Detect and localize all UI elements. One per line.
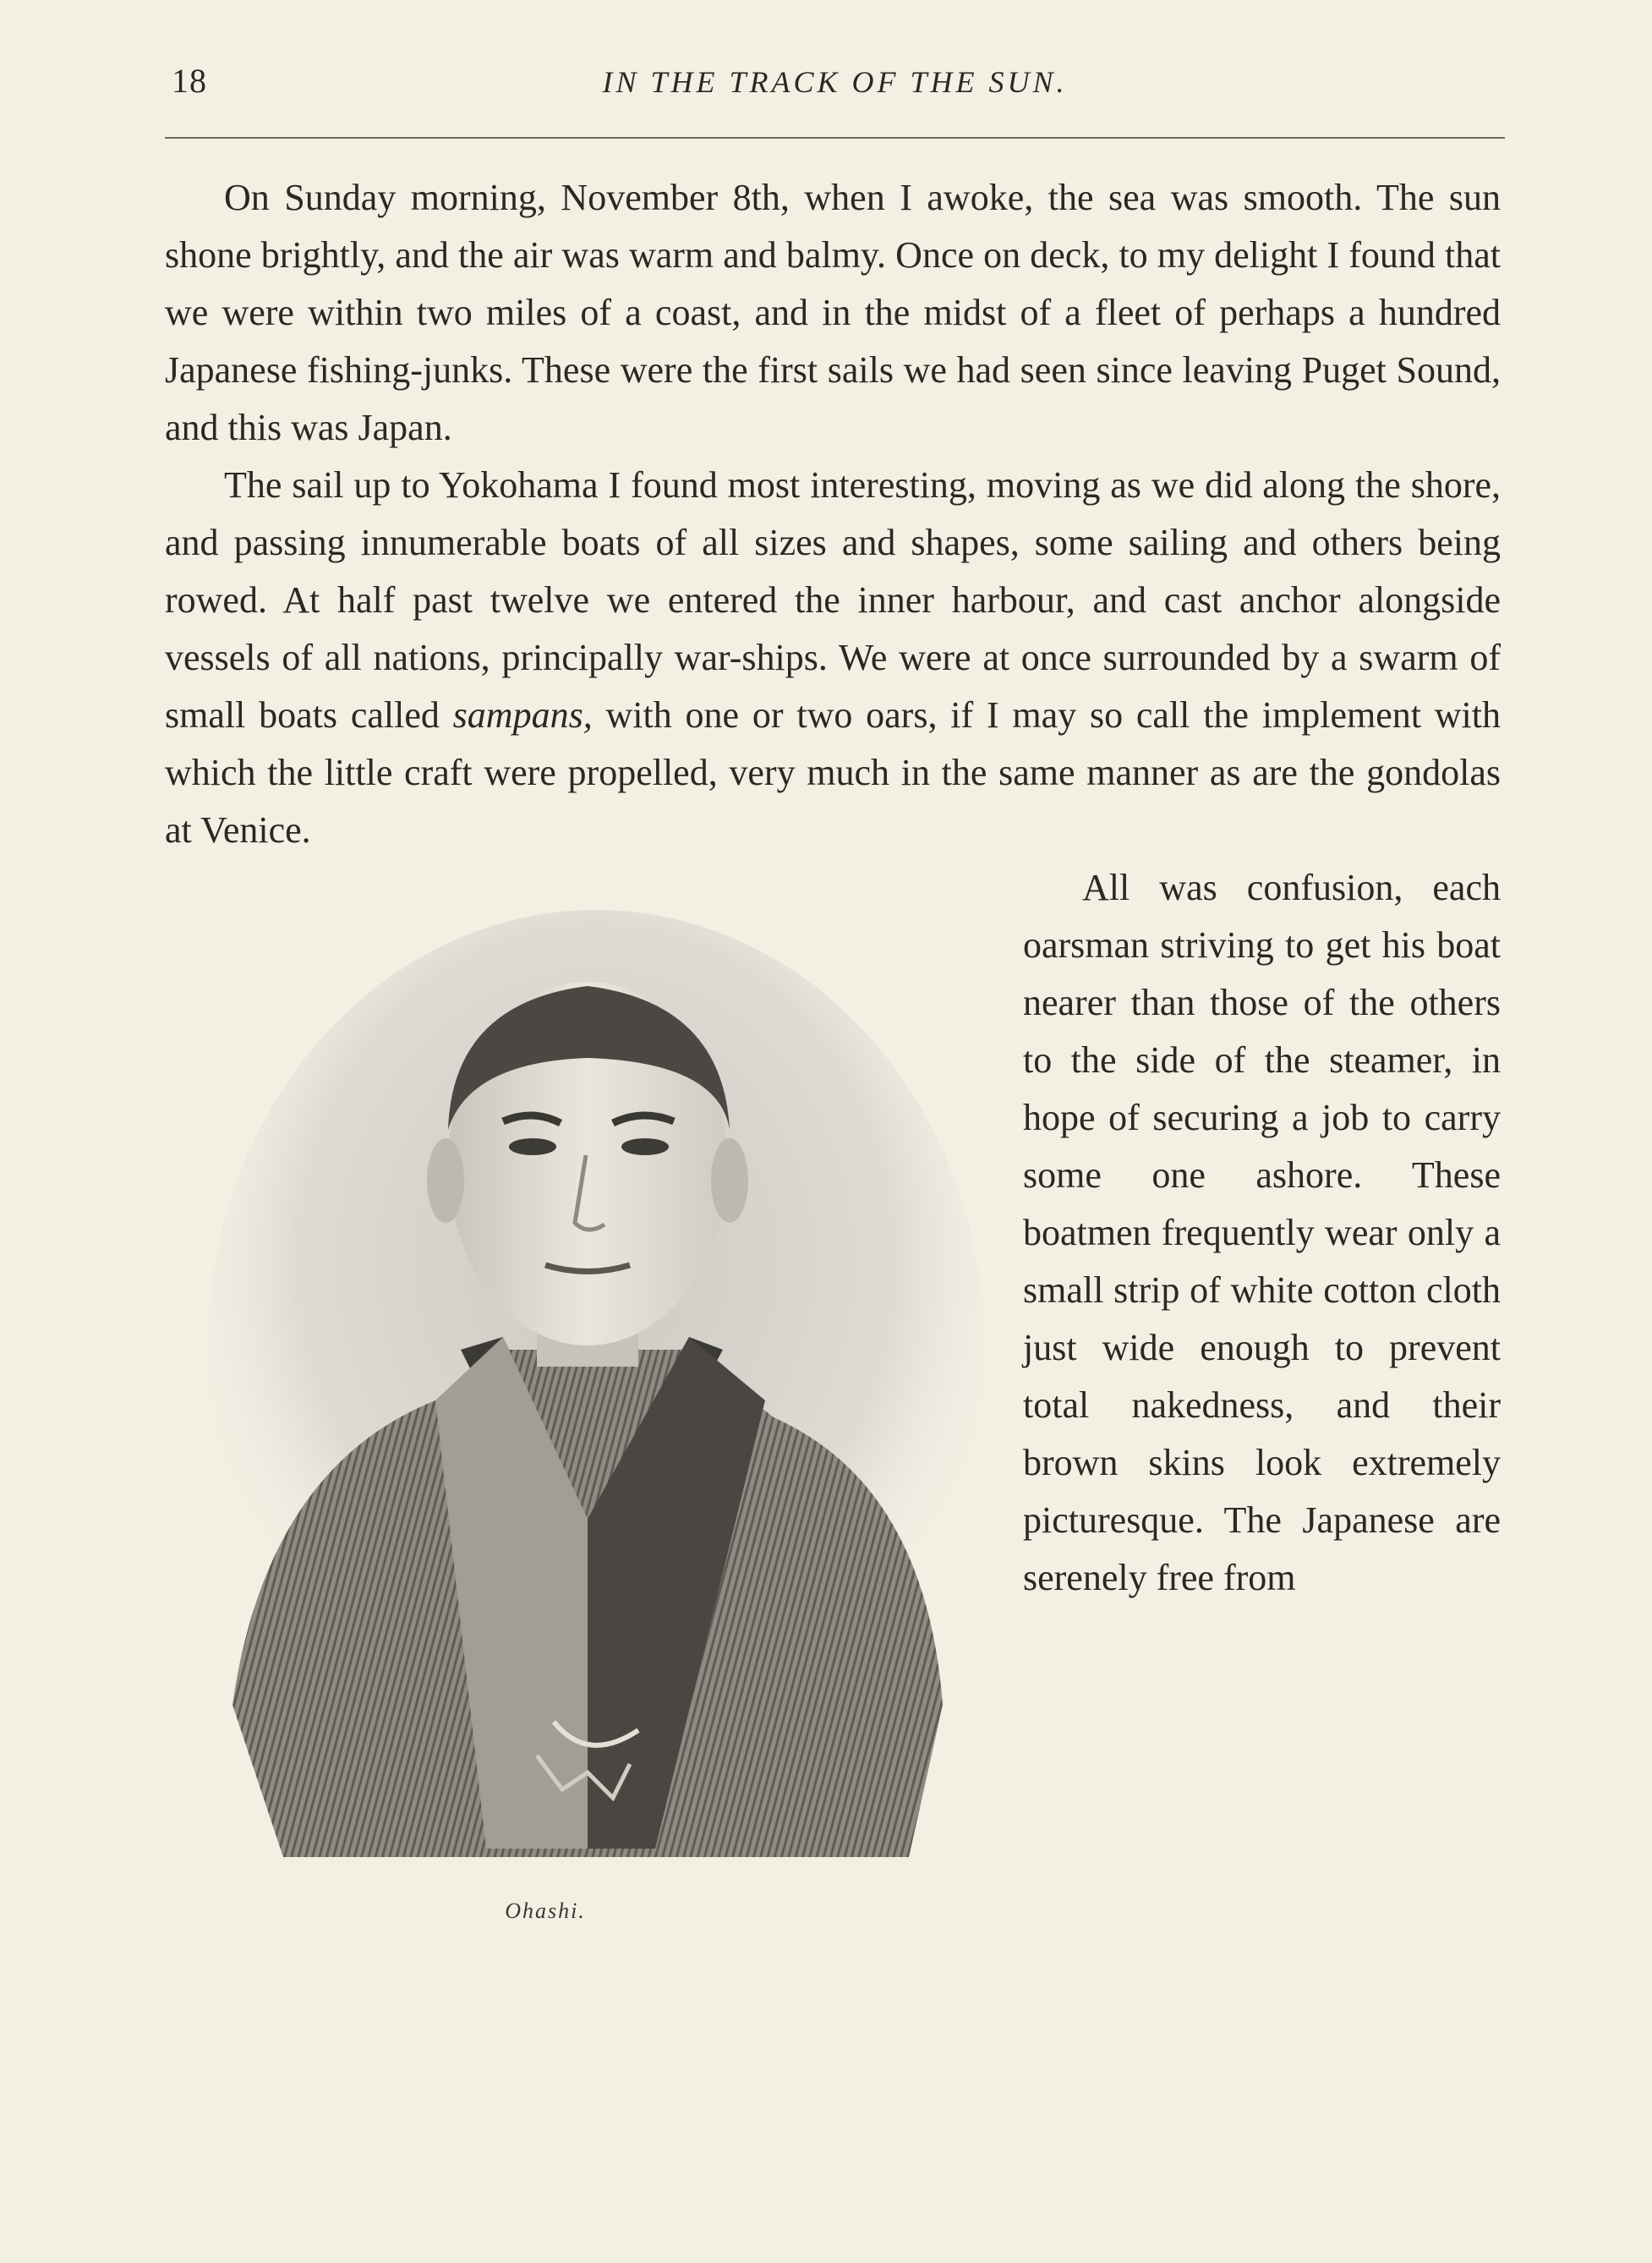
page-number: 18	[172, 62, 207, 100]
paragraph-2	[165, 457, 1501, 859]
portrait-engraving	[182, 876, 993, 1891]
running-title: IN THE TRACK OF THE SUN.	[602, 65, 1068, 99]
header-rule	[165, 137, 1505, 139]
paragraph-2-start: The sail up to Yokohama I found most interesting, moving as we did along the shore, and passing innumerable boats of all sizes and shapes, some sailing and others being rowed. At half past twelve we entered the inner harbour, and cast anchor alongside vessels of all nations, principally war-ships. We were at once surrounded by a swarm of small boats called	[165, 464, 1501, 736]
paragraph-2-end: with one or two oars, if I may so call the implement with which the little craft were propelled, very much in the same manner as are the gondolas at Venice.	[165, 694, 1501, 851]
portrait-figure	[165, 859, 1006, 2014]
portrait-image	[182, 876, 993, 1891]
body-text	[165, 169, 1501, 2014]
italic-word-sampans: sampans,	[452, 694, 593, 736]
page-header	[165, 52, 1505, 103]
paragraph-1: On Sunday morning, November 8th, when I awoke, the sea was smooth. The sun shone brightly, and the air was warm and balmy. Once on deck, to my delight I found that we were within two miles of a coast, and in the midst of a fleet of perhaps a hundred Japanese fishing-junks. These were the first sails we had seen since leaving Puget Sound, and this was Japan.	[165, 177, 1501, 448]
paragraph-3: All was confusion, each oarsman striving to get his boat nearer than those of the others to the side of the steamer, in hope of securing a job to carry some one ashore. These boatmen frequently wear only a small strip of white cotton cloth just wide enough to prevent total nakedness, and their brown skins look extremely picturesque. The Japanese are serenely free from	[1023, 867, 1501, 1598]
figure-caption: Ohashi.	[505, 1899, 586, 1923]
